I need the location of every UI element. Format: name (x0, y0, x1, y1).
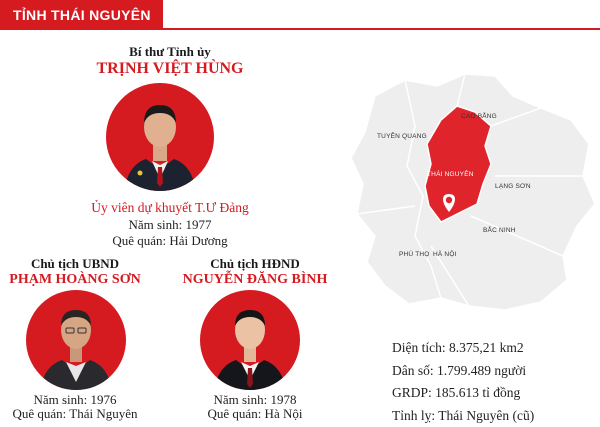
secretary-portrait (106, 83, 214, 191)
map-svg (345, 66, 600, 316)
ubnd-hometown: Quê quán: Thái Nguyên (0, 405, 150, 422)
hdnd-portrait (200, 290, 300, 390)
ubnd-birth: Năm sinh: 1976 (0, 391, 150, 408)
map-label-tuyen-quang: TUYÊN QUANG (377, 131, 427, 140)
secretary-role: Bí thư Tỉnh ủy (60, 44, 280, 60)
secretary-name: TRỊNH VIỆT HÙNG (40, 60, 300, 78)
ubnd-role: Chủ tịch UBND (0, 256, 150, 272)
stat-area: Diện tích: 8.375,21 km2 (392, 337, 534, 360)
hdnd-birth: Năm sinh: 1978 (175, 391, 335, 408)
map-label-cao-bang: CAO BẰNG (461, 111, 497, 120)
header-divider (163, 28, 600, 30)
stat-capital: Tỉnh lỵ: Thái Nguyên (cũ) (392, 405, 534, 427)
secretary-hometown: Quê quán: Hải Dương (60, 232, 280, 249)
province-stats (392, 337, 534, 427)
map-label-bac-ninh: BẮC NINH (483, 225, 516, 234)
stat-population: Dân số: 1.799.489 người (392, 360, 534, 383)
hdnd-name: NGUYỄN ĐĂNG BÌNH (165, 272, 345, 288)
map-label-thai-nguyen: THÁI NGUYÊN (427, 169, 474, 178)
hdnd-hometown: Quê quán: Hà Nội (175, 405, 335, 422)
province-map (345, 66, 600, 316)
province-title: TỈNH THÁI NGUYÊN (0, 0, 163, 30)
hdnd-role: Chủ tịch HĐND (175, 256, 335, 272)
ubnd-portrait (26, 290, 126, 390)
stat-grdp: GRDP: 185.613 tỉ đồng (392, 382, 534, 405)
map-label-phu-tho: PHÚ THỌ (399, 249, 430, 258)
map-label-ha-noi: HÀ NỘI (433, 249, 457, 258)
secretary-birth: Năm sinh: 1977 (60, 216, 280, 233)
ubnd-name: PHẠM HOÀNG SƠN (0, 272, 150, 288)
map-label-lang-son: LẠNG SƠN (495, 183, 531, 190)
person-silhouette-icon (200, 290, 300, 390)
person-silhouette-icon (106, 83, 214, 191)
person-silhouette-icon (26, 290, 126, 390)
secretary-position: Ủy viên dự khuyết T.Ư Đảng (50, 200, 290, 216)
